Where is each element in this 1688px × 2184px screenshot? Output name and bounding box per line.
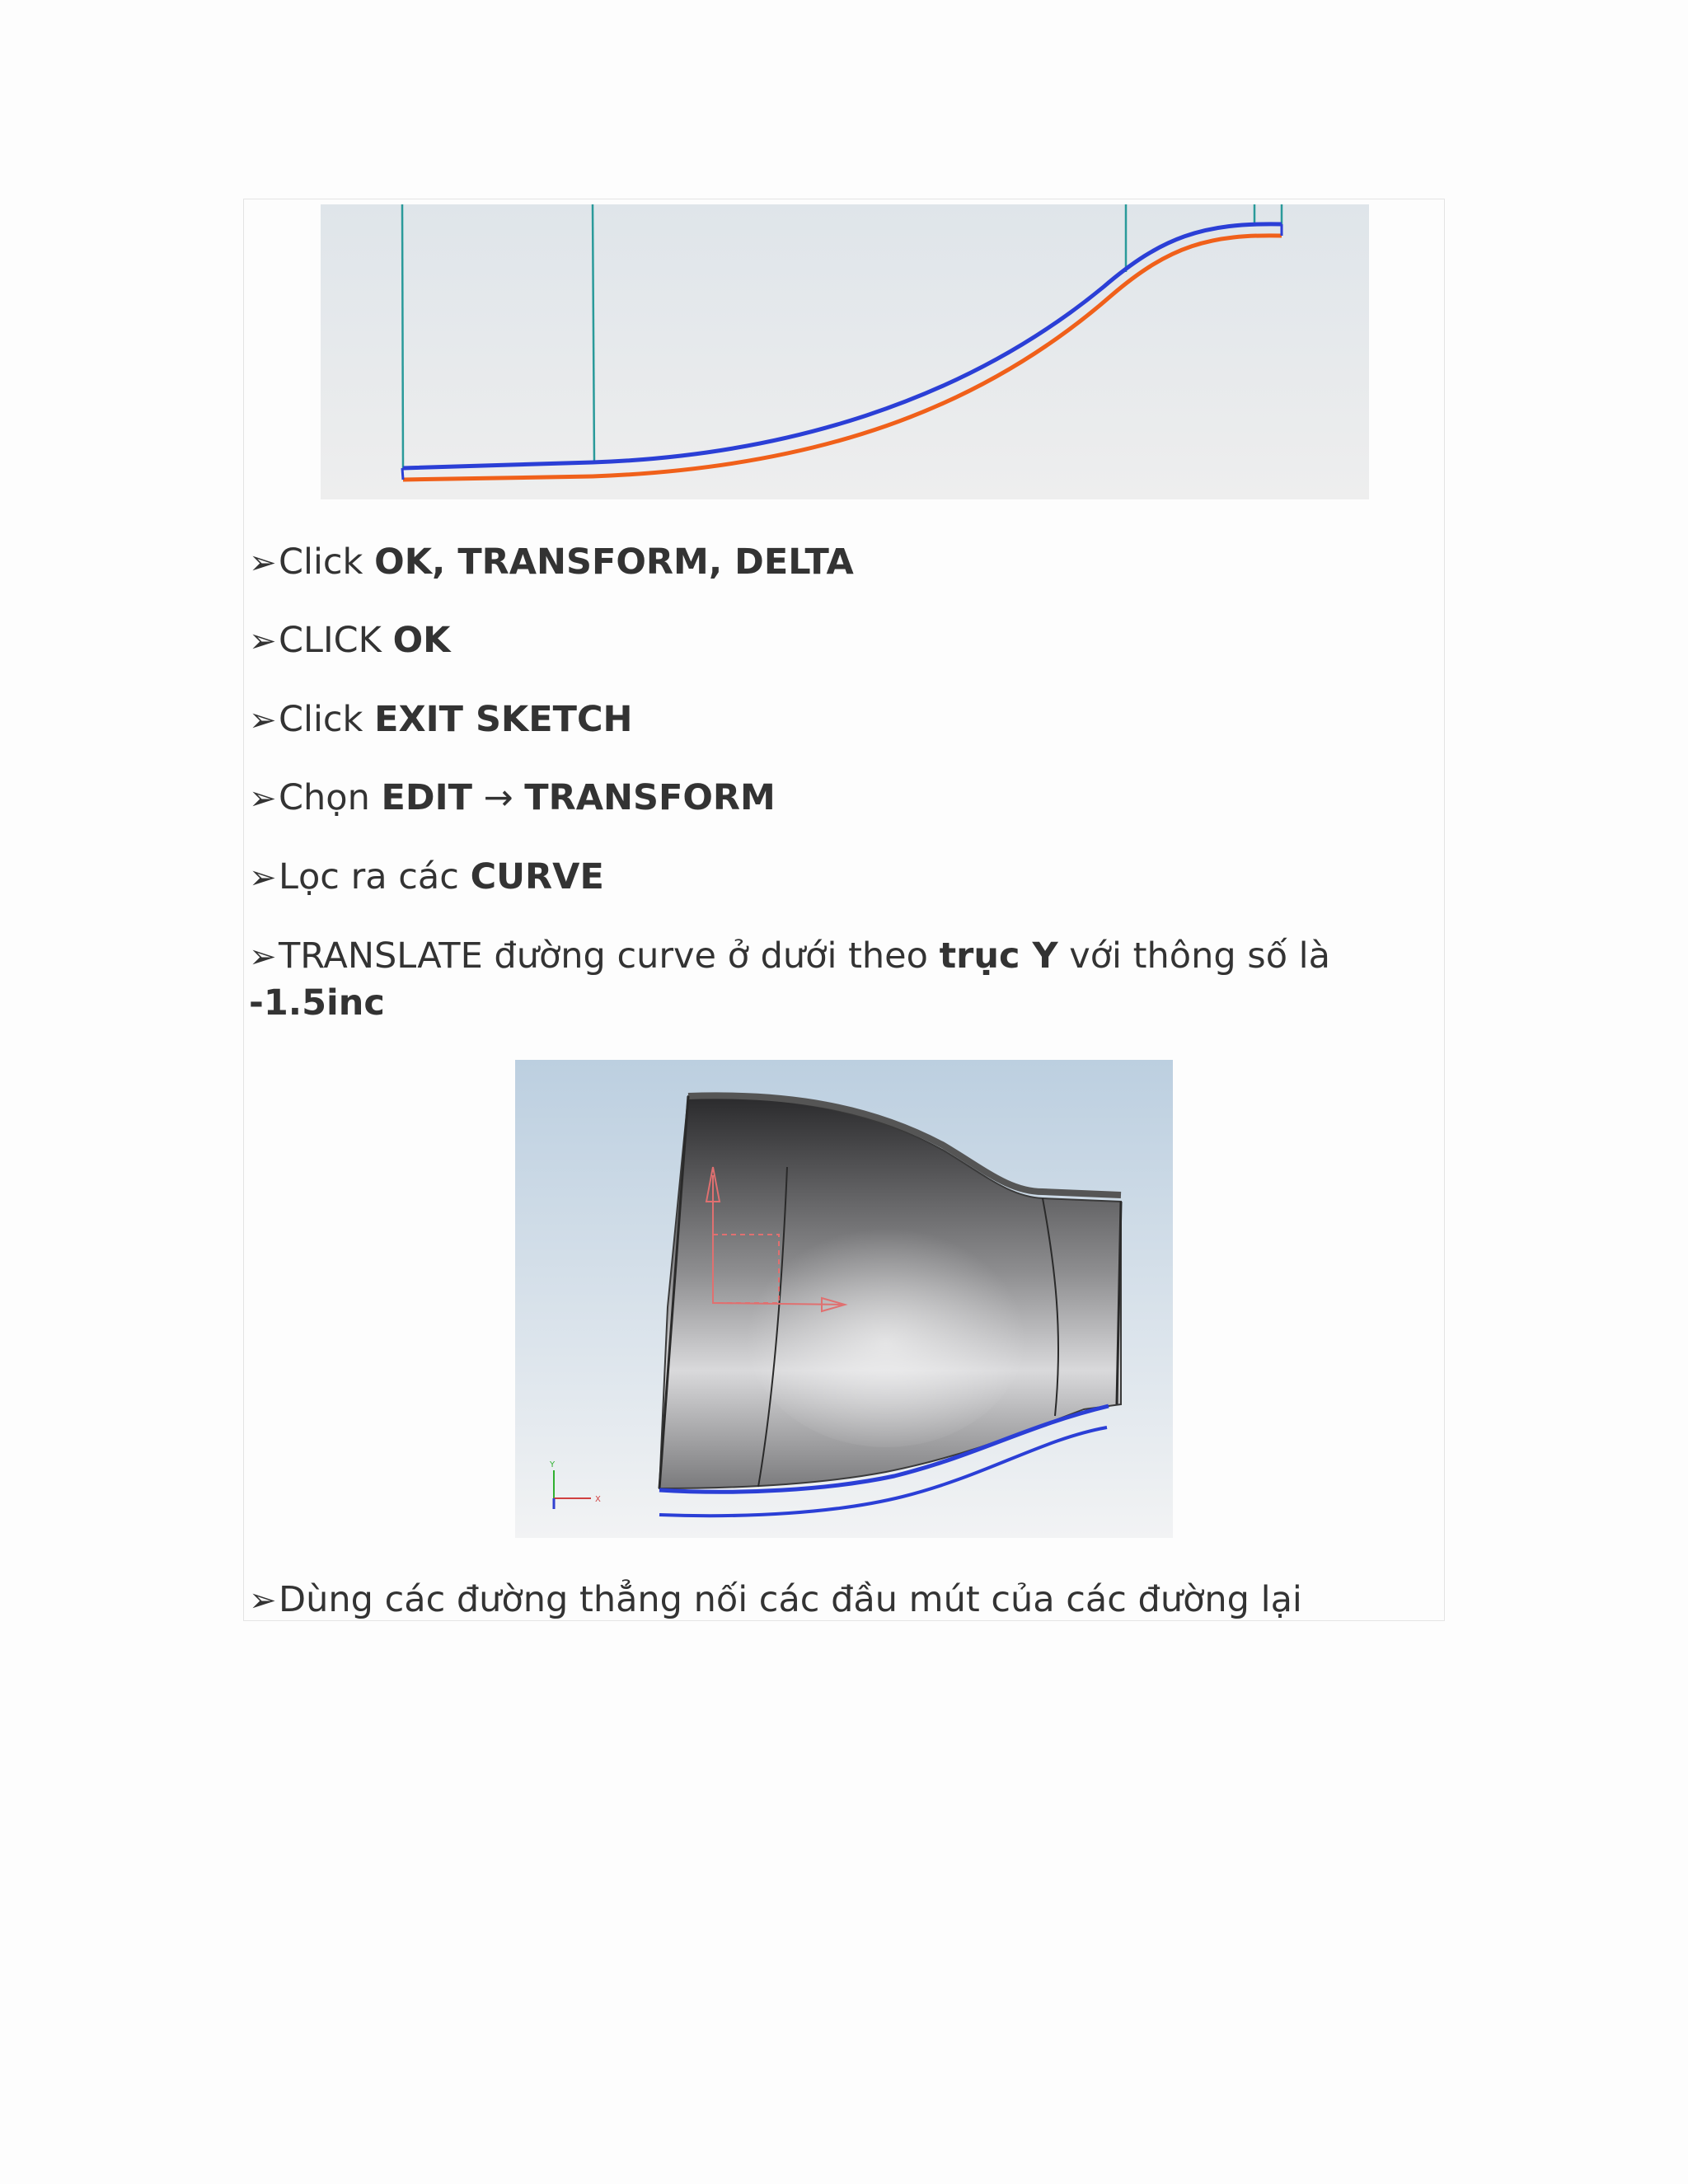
bullet-arrow-icon: ➢ [249,1582,277,1619]
bullet-arrow-icon: ➢ [249,544,277,582]
bullet-7: ➢Dùng các đường thẳng nối các đầu mút của các đường lại [249,1577,1436,1624]
teal-line-left [402,204,403,468]
3d-model-figure [515,1060,1173,1538]
bullet-arrow-icon: ➢ [249,780,277,818]
left-cap [402,468,403,480]
bullet-5: ➢Lọc ra các CURVE [249,854,1436,901]
sketch-background [321,204,1369,499]
bullet-3: ➢Click EXIT SKETCH [249,696,1436,743]
bullet-arrow-icon: ➢ [249,701,277,739]
bullet-6: ➢TRANSLATE đường curve ở dưới theo trục Y với thông số là -1.5inc [249,935,1330,1024]
axis-y-label: Y [550,1460,556,1469]
bullet-arrow-icon: ➢ [249,859,277,897]
axis-x-label: X [595,1495,601,1504]
bullet-4: ➢Chọn EDIT → TRANSFORM [249,775,1436,822]
bullet-2: ➢CLICK OK [249,617,1436,664]
bullet-arrow-icon: ➢ [249,622,277,660]
shell-highlight [746,1216,1026,1447]
bullet-arrow-icon: ➢ [249,938,277,976]
bullet-1: ➢Click OK, TRANSFORM, DELTA [249,539,1436,586]
sketch-curves-figure [321,204,1369,499]
